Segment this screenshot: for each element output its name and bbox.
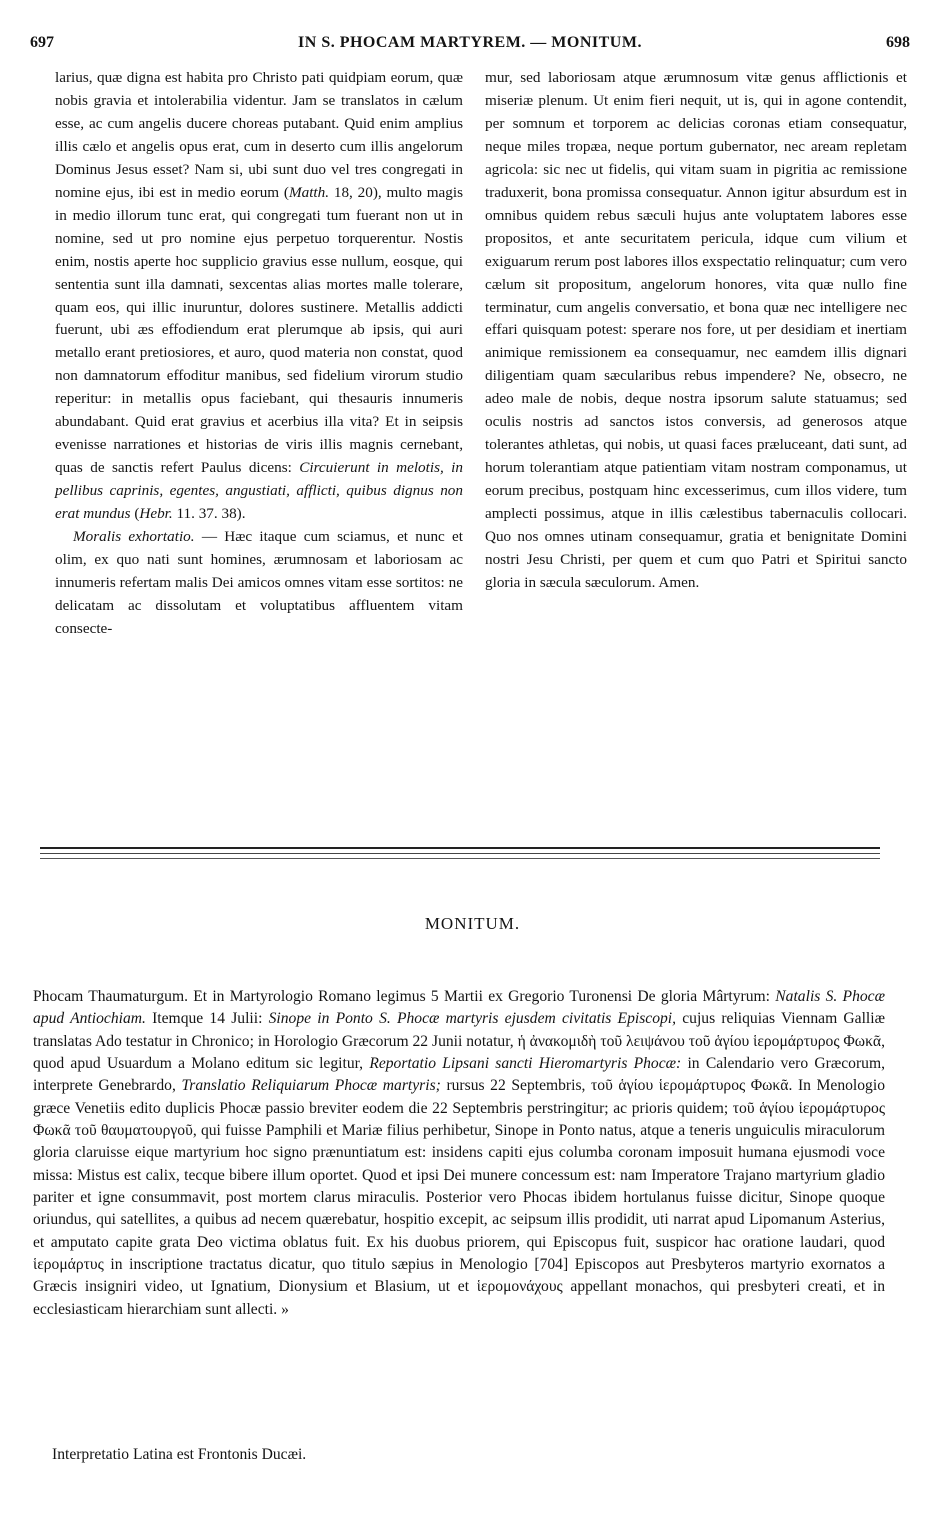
page-number-left: 697 [30,34,54,51]
footnote: Interpretatio Latina est Frontonis Ducæi. [52,1446,307,1463]
running-title: IN S. PHOCAM MARTYREM. — MONITUM. [298,34,642,51]
right-column [485,67,907,595]
section-label: Moralis exhortatio. [73,528,195,546]
monitum-body [33,986,885,1321]
scripture-reference: Hebr. [139,505,173,523]
scripture-reference: Matth. [288,183,330,201]
right-paragraph-1: mur, sed laboriosam atque ærumnosum vitæ genus afflictionis et miseriæ plenum. Ut enim fieri nequit, ut is, qui in agone contendit, per somnum et torporem ac delicias coronas etiam consequatur, neque miles tropæa, neque portum gubernator, nec aream repletam agricola: sic nec ut fidelis, qui vitam suam in pigritia ac remissione traduxerit, bona promissa consequatur. Annon igitur absurdum est in omnibus quidem rebus sæculi hujus ante voluptatem labores esse propositos, et ante securitatem pericula, idque cum vilium et exiguarum rerum post labores illos exspectatio relinquatur; cum vero cælum sit propositum, angelorum honores, vita quæ nullo fine terminatur, cum angelis conversatio, et bona quæ nec intelligere nec effari quisquam potest: sperare nos fore, ut per desidiam et inertiam animique remissionem ea consequamur, nec eamdem illis dignari diligentiam quam sæcularibus rebus impendere? Ne, obsecro, ne adeo male de nobis, deque nostra ipsorum salute statuamus; sed oculis nostris ad sanctos istos conversis, ad generosos atque tolerantes athletas, qui nobis, ut quasi faces præluceant, dati sunt, ad horum tolerantiam atque patientiam vitam nostram componamus, ut eorum precibus, postquam hinc excesserimus, cum illos videre, tum amplecti possimus, atque in illis cælestibus tabernaculis collocari. Quo nos omnes utinam consequamur, gratia et benignitate Domini nostri Jesu Christi, per quem et cum quo Patri et Spiritui sancto gloria in sæcula sæculorum. Amen. [485,69,907,591]
left-paragraph-2: Moralis exhortatio. — Hæc itaque cum sciamus, et nunc et olim, ex quo nati sunt homines, ærumnosam et laboriosam ac innumeris refertam malis Dei amicos omnes vitam esse sortitos: ne delicatam ac dissolutam et voluptatibus affluentem vitam consecte- [55,528,464,637]
page-number-right: 698 [886,34,910,51]
separator-rule [40,853,880,854]
left-column [55,67,463,641]
section-title: MONITUM. [424,914,521,933]
left-paragraph-1: larius, quæ digna est habita pro Christo pati quidpiam eorum, quæ nobis gravia et intolerabilia videntur. Jam se translatos in cælum esse, ac cum angelis ducere choreas putabant. Quid enim amplius illis cælo et angelis opus erat, cum in deserto cum illis angelorum Dominus Jesus esset? Nam si, ubi sunt duo vel tres congregati in nomine ejus, ibi est in medio eorum (Matth. 18, 20), multo magis in medio illorum tunc erat, qui congregati tum fuerant non ut in nomine, sed ut pro nomine ejus perpetuo torquerentur. Nostis enim, nostis aperte hoc supplicio gravius esse nullum, eosque, qui sententia sunt illa damnati, sexcentas alias mortes malle tolerare, quam eos, qui illic inuruntur, dolores sustinere. Metallis addicti fuerunt, ubi æs effodiendum erat plerumque ab ipsis, qui auri metallo erant pretiosiores, et auro, quod materia non constat, quod non damnatorum effoditur manibus, sed fidelium virorum studio reperitur: in metallis opus faciebant, qui thesauris innumeris abundabant. Quid erat gravius et acerbius illa vita? Et in seipsis evenisse narrationes et historias de viris illis magnis cernebant, quas de sanctis refert Paulus dicens: Circuierunt in melotis, in pellibus caprinis, egentes, angustiati, afflicti, quibus dignus non erat mundus (Hebr. 11. 37. 38). [55,69,463,523]
separator-rule [40,858,880,859]
scripture-quote: Circuierunt in melotis, in pellibus caprinis, egentes, angustiati, afflicti, quibus dignus non erat mundus [55,459,463,523]
separator-rule [40,847,880,849]
monitum-paragraph: Phocam Thaumaturgum. Et in Martyrologio Romano legimus 5 Martii ex Gregorio Turonensi De gloria Mârtyrum: Natalis S. Phocæ apud Antiochiam. Itemque 14 Julii: Sinope in Ponto S. Phocæ martyris ejusdem civitatis Episcopi, cujus reliquias Viennam Galliæ translatas Ado testatur in Chronico; in Horologio Græcorum 22 Junii notatur, ἡ ἀνακομιδὴ τοῦ λειψάνου τοῦ ἁγίου ἱερομάρτυρος Φωκᾶ, quod apud Usuardum a Molano editum sic legitur, Reportatio Lipsani sancti Hieromartyris Phocæ: in Calendario vero Græcorum, interprete Genebrardo, Translatio Reliquiarum Phocæ martyris; rursus 22 Septembris, τοῦ ἁγίου ἱερομάρτυρος Φωκᾶ. In Menologio græce Venetiis edito duplicis Phocæ passio breviter eodem die 22 Septembris perstringitur; ac prioris quidem; τοῦ ἁγίου ἱερομάρτυρος Φωκᾶ τοῦ θαυματουργοῦ, qui fuisse Pamphili et Mariæ filius perhibetur, Sinope in Ponto natus, atque a teneris unguiculis miraculorum gloria claruisse eique martyrium hoc signo prænuntiatum est: insidens capiti ejus columba coronam imposuit humana ejusmodi voce missa: Mistus est calix, tecque bibere illum oportet. Quod et ipsi Dei munere concessum est: nam Imperatore Trajano martyrium gladio pariter et igne consummavit, post mortem clarus miraculis. Posterior vero Phocas ibidem hortulanus fuisse dicitur, Sinope quoque oriundus, qui satellites, a quibus ad necem quærebatur, hospitio excepit, ac seipsum illis prodidit, uti narrat apud Lipomanum Asterius, et amputato capite grata Deo victima oblatus fuit. Ex his duobus priorem, qui Episcopus fuit, suspicor hac oratione laudari, quod ἱερομάρτυς in inscriptione tractatus dicatur, quo titulo sæpius in Menologio [704] Episcopos aut Presbyteros martyrio exornatos a Græcis insigniri video, ut Ignatium, Dionysium et Blasium, ut et ἱερομονάχους appellant monachos, qui presbyteri creati, et in ecclesiasticam hierarchiam sunt allecti. » [33,988,885,1318]
running-header [30,34,910,56]
